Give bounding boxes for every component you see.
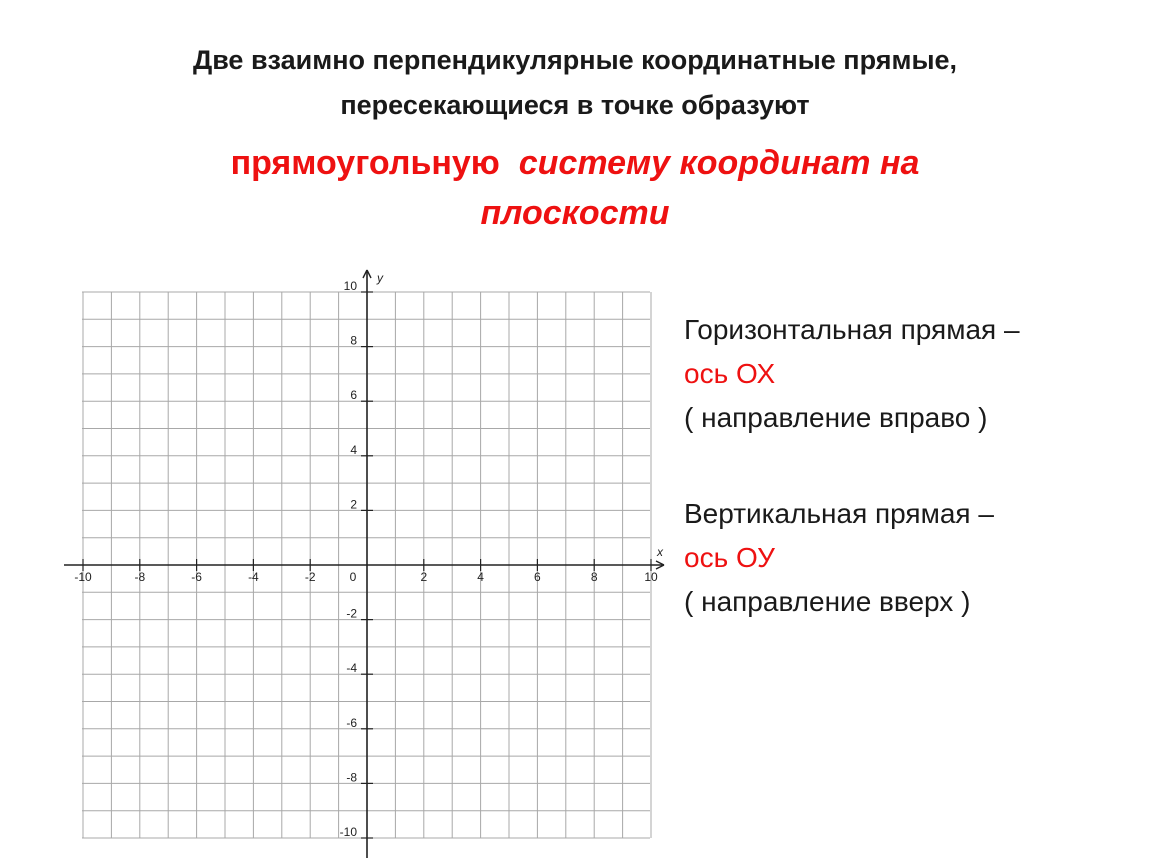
y-tick-label: 4 bbox=[350, 442, 357, 457]
x-tick-label: -4 bbox=[248, 570, 259, 584]
y-axis-label: y bbox=[377, 271, 383, 285]
subtitle-part-2: систему координат на bbox=[518, 144, 920, 182]
vertical-direction-text: ( направление вверх ) bbox=[684, 586, 971, 617]
x-tick-label: 6 bbox=[534, 570, 541, 584]
horizontal-axis-description bbox=[684, 308, 1020, 440]
x-tick-label: -6 bbox=[191, 570, 202, 584]
y-tick-label: -10 bbox=[339, 825, 357, 839]
x-tick-label: -2 bbox=[304, 570, 316, 584]
y-tick-label: -6 bbox=[346, 715, 357, 730]
subtitle-part-1: прямоугольную bbox=[230, 144, 500, 182]
x-tick-label: -8 bbox=[134, 570, 146, 584]
tick-labels bbox=[74, 279, 658, 839]
horizontal-direction-text: ( направление вправо ) bbox=[684, 402, 988, 433]
y-tick-label: -4 bbox=[346, 661, 357, 676]
vertical-axis-description bbox=[684, 492, 994, 624]
y-tick-label: -8 bbox=[346, 770, 357, 785]
x-tick-label: 10 bbox=[644, 570, 658, 584]
x-tick-label: 8 bbox=[590, 570, 598, 584]
x-tick-label: -10 bbox=[74, 570, 92, 584]
title-line-1: Две взаимно перпендикулярные координатные прямые, bbox=[192, 45, 958, 75]
title-line-2: пересекающиеся в точке образуют bbox=[340, 90, 810, 120]
y-tick-label: -2 bbox=[346, 606, 357, 621]
axis-ox-label: ось ОХ bbox=[684, 358, 776, 389]
axes bbox=[64, 270, 664, 858]
x-axis-label: x bbox=[657, 545, 663, 559]
axis-oy-label: ось ОУ bbox=[684, 542, 775, 573]
x-tick-label: 4 bbox=[477, 570, 484, 584]
y-tick-label: 8 bbox=[350, 333, 357, 348]
y-tick-label: 10 bbox=[343, 279, 357, 293]
x-tick-label: 0 bbox=[349, 570, 357, 584]
horizontal-line-text: Горизонтальная прямая – bbox=[684, 314, 1020, 345]
y-tick-label: 6 bbox=[350, 388, 357, 403]
subtitle-part-3: плоскости bbox=[480, 194, 670, 232]
vertical-line-text: Вертикальная прямая – bbox=[684, 498, 994, 529]
x-tick-label: 2 bbox=[420, 570, 428, 584]
y-tick-label: 2 bbox=[350, 497, 357, 512]
